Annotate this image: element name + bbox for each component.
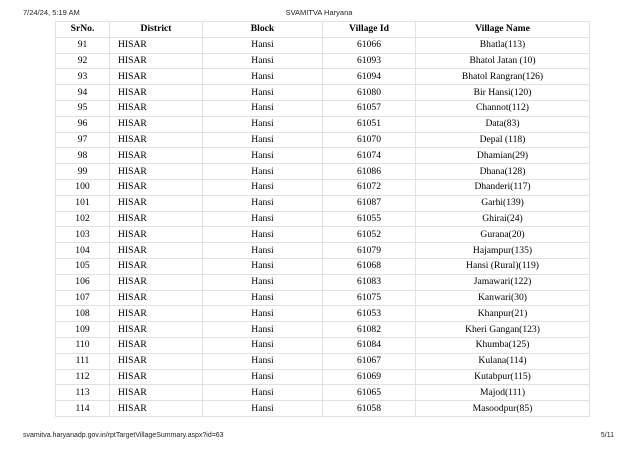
table-row: [56, 179, 590, 195]
srno-cell: 109: [56, 322, 110, 338]
village-id-cell: 61057: [323, 100, 416, 116]
srno-cell: 111: [56, 353, 110, 369]
village-name-cell: Garhi(139): [416, 195, 590, 211]
district-cell: HISAR: [110, 306, 203, 322]
table-row: [56, 69, 590, 85]
district-cell: HISAR: [110, 164, 203, 180]
column-header-village-id: Village Id: [323, 22, 416, 38]
page-title: SVAMITVA Haryana: [285, 8, 353, 17]
district-cell: HISAR: [110, 116, 203, 132]
column-header-block: Block: [203, 22, 323, 38]
block-cell: Hansi: [203, 306, 323, 322]
village-name-cell: Depal (118): [416, 132, 590, 148]
srno-cell: 105: [56, 258, 110, 274]
block-cell: Hansi: [203, 353, 323, 369]
district-cell: HISAR: [110, 132, 203, 148]
village-name-cell: Kheri Gangan(123): [416, 322, 590, 338]
village-id-cell: 61066: [323, 37, 416, 53]
print-datetime: 7/24/24, 5:19 AM: [23, 8, 80, 17]
block-cell: Hansi: [203, 337, 323, 353]
district-cell: HISAR: [110, 243, 203, 259]
village-name-cell: Khanpur(21): [416, 306, 590, 322]
block-cell: Hansi: [203, 401, 323, 417]
village-id-cell: 61075: [323, 290, 416, 306]
district-cell: HISAR: [110, 53, 203, 69]
district-cell: HISAR: [110, 337, 203, 353]
table-header-row: [56, 22, 590, 38]
village-name-cell: Dhana(128): [416, 164, 590, 180]
table-row: [56, 369, 590, 385]
village-id-cell: 61055: [323, 211, 416, 227]
table-row: [56, 290, 590, 306]
page-url: svamitva.haryanadp.gov.in/rptTargetVillageSummary.aspx?id=63: [23, 432, 224, 439]
table-row: [56, 53, 590, 69]
village-name-cell: Bir Hansi(120): [416, 85, 590, 101]
block-cell: Hansi: [203, 369, 323, 385]
district-cell: HISAR: [110, 179, 203, 195]
table-row: [56, 148, 590, 164]
district-cell: HISAR: [110, 85, 203, 101]
village-id-cell: 61079: [323, 243, 416, 259]
srno-cell: 92: [56, 53, 110, 69]
district-cell: HISAR: [110, 401, 203, 417]
srno-cell: 108: [56, 306, 110, 322]
page-number: 5/11: [600, 432, 614, 439]
village-name-cell: Bhatol Rangran(126): [416, 69, 590, 85]
block-cell: Hansi: [203, 179, 323, 195]
village-name-cell: Dhamian(29): [416, 148, 590, 164]
block-cell: Hansi: [203, 227, 323, 243]
srno-cell: 101: [56, 195, 110, 211]
district-cell: HISAR: [110, 100, 203, 116]
table-row: [56, 353, 590, 369]
block-cell: Hansi: [203, 258, 323, 274]
village-name-cell: Kulana(114): [416, 353, 590, 369]
village-id-cell: 61052: [323, 227, 416, 243]
column-header-district: District: [110, 22, 203, 38]
district-cell: HISAR: [110, 385, 203, 401]
village-id-cell: 61053: [323, 306, 416, 322]
district-cell: HISAR: [110, 195, 203, 211]
table-row: [56, 337, 590, 353]
srno-cell: 96: [56, 116, 110, 132]
block-cell: Hansi: [203, 85, 323, 101]
table-row: [56, 401, 590, 417]
district-cell: HISAR: [110, 211, 203, 227]
block-cell: Hansi: [203, 69, 323, 85]
village-id-cell: 61065: [323, 385, 416, 401]
block-cell: Hansi: [203, 148, 323, 164]
village-id-cell: 61058: [323, 401, 416, 417]
village-name-cell: Majod(111): [416, 385, 590, 401]
village-name-cell: Hajampur(135): [416, 243, 590, 259]
table-row: [56, 132, 590, 148]
table-row: [56, 227, 590, 243]
srno-cell: 110: [56, 337, 110, 353]
village-id-cell: 61093: [323, 53, 416, 69]
village-id-cell: 61094: [323, 69, 416, 85]
village-id-cell: 61082: [323, 322, 416, 338]
village-id-cell: 61074: [323, 148, 416, 164]
table-row: [56, 385, 590, 401]
table-row: [56, 211, 590, 227]
srno-cell: 112: [56, 369, 110, 385]
village-id-cell: 61072: [323, 179, 416, 195]
village-name-cell: Ghirai(24): [416, 211, 590, 227]
village-name-cell: Masoodpur(85): [416, 401, 590, 417]
village-name-cell: Khumba(125): [416, 337, 590, 353]
table-row: [56, 243, 590, 259]
block-cell: Hansi: [203, 100, 323, 116]
table-row: [56, 322, 590, 338]
village-id-cell: 61070: [323, 132, 416, 148]
village-name-cell: Bhatol Jatan (10): [416, 53, 590, 69]
village-id-cell: 61084: [323, 337, 416, 353]
district-cell: HISAR: [110, 369, 203, 385]
srno-cell: 103: [56, 227, 110, 243]
table-row: [56, 116, 590, 132]
block-cell: Hansi: [203, 290, 323, 306]
block-cell: Hansi: [203, 274, 323, 290]
table-row: [56, 306, 590, 322]
village-id-cell: 61083: [323, 274, 416, 290]
srno-cell: 97: [56, 132, 110, 148]
village-id-cell: 61086: [323, 164, 416, 180]
district-cell: HISAR: [110, 322, 203, 338]
block-cell: Hansi: [203, 322, 323, 338]
village-name-cell: Jamawari(122): [416, 274, 590, 290]
village-name-cell: Bhatla(113): [416, 37, 590, 53]
block-cell: Hansi: [203, 132, 323, 148]
village-name-cell: Kutabpur(115): [416, 369, 590, 385]
block-cell: Hansi: [203, 53, 323, 69]
srno-cell: 91: [56, 37, 110, 53]
village-id-cell: 61051: [323, 116, 416, 132]
district-cell: HISAR: [110, 227, 203, 243]
table-row: [56, 195, 590, 211]
village-id-cell: 61067: [323, 353, 416, 369]
village-id-cell: 61080: [323, 85, 416, 101]
srno-cell: 94: [56, 85, 110, 101]
srno-cell: 93: [56, 69, 110, 85]
village-name-cell: Hansi (Rural)(119): [416, 258, 590, 274]
table-row: [56, 37, 590, 53]
village-name-cell: Gurana(20): [416, 227, 590, 243]
village-table: [55, 21, 590, 417]
district-cell: HISAR: [110, 148, 203, 164]
column-header-srno: SrNo.: [56, 22, 110, 38]
district-cell: HISAR: [110, 353, 203, 369]
srno-cell: 100: [56, 179, 110, 195]
column-header-village-name: Village Name: [416, 22, 590, 38]
village-name-cell: Data(83): [416, 116, 590, 132]
srno-cell: 114: [56, 401, 110, 417]
srno-cell: 95: [56, 100, 110, 116]
village-name-cell: Channot(112): [416, 100, 590, 116]
district-cell: HISAR: [110, 274, 203, 290]
village-id-cell: 61068: [323, 258, 416, 274]
table-body: [56, 37, 590, 416]
district-cell: HISAR: [110, 290, 203, 306]
block-cell: Hansi: [203, 195, 323, 211]
table-row: [56, 85, 590, 101]
village-name-cell: Dhanderi(117): [416, 179, 590, 195]
table-row: [56, 274, 590, 290]
village-name-cell: Kanwari(30): [416, 290, 590, 306]
district-cell: HISAR: [110, 258, 203, 274]
block-cell: Hansi: [203, 243, 323, 259]
srno-cell: 113: [56, 385, 110, 401]
block-cell: Hansi: [203, 37, 323, 53]
block-cell: Hansi: [203, 164, 323, 180]
block-cell: Hansi: [203, 116, 323, 132]
srno-cell: 98: [56, 148, 110, 164]
village-id-cell: 61069: [323, 369, 416, 385]
table-row: [56, 100, 590, 116]
village-id-cell: 61087: [323, 195, 416, 211]
srno-cell: 107: [56, 290, 110, 306]
srno-cell: 104: [56, 243, 110, 259]
district-cell: HISAR: [110, 37, 203, 53]
table-row: [56, 164, 590, 180]
block-cell: Hansi: [203, 385, 323, 401]
srno-cell: 102: [56, 211, 110, 227]
srno-cell: 99: [56, 164, 110, 180]
srno-cell: 106: [56, 274, 110, 290]
district-cell: HISAR: [110, 69, 203, 85]
block-cell: Hansi: [203, 211, 323, 227]
table-row: [56, 258, 590, 274]
